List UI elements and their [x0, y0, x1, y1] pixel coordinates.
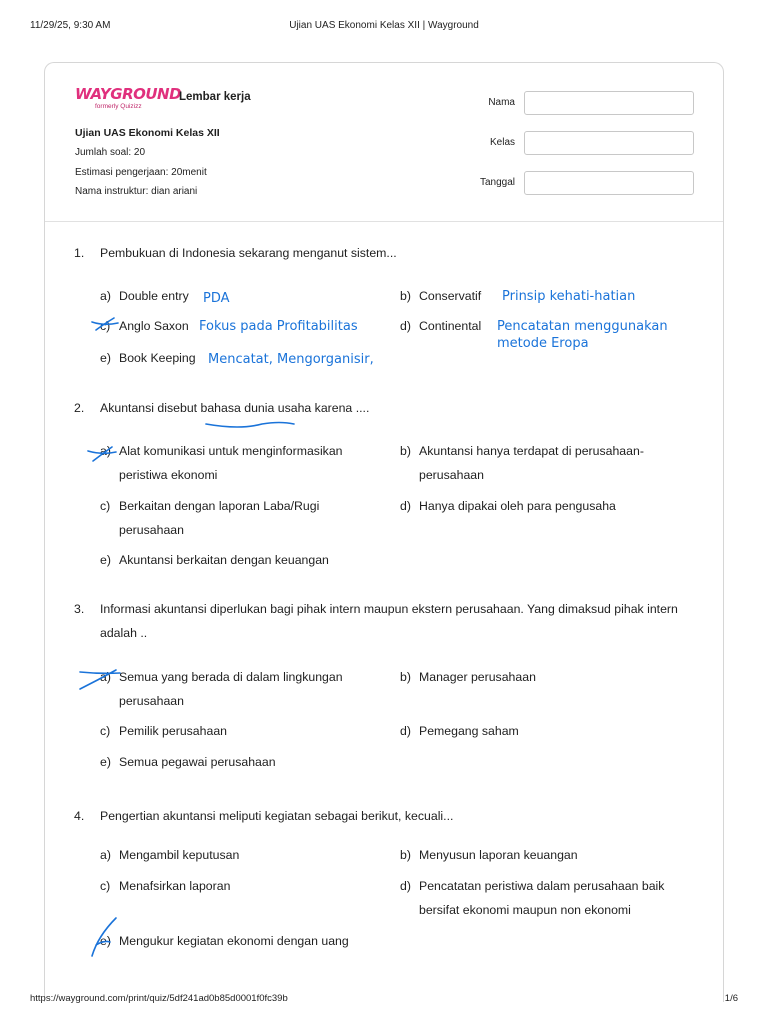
question-number: 1.	[74, 246, 85, 260]
print-header	[0, 20, 768, 34]
class-label: Kelas	[489, 137, 515, 148]
quiz-title: Ujian UAS Ekonomi Kelas XII	[75, 127, 220, 139]
handwritten-note: Fokus pada Profitabilitas	[199, 319, 358, 334]
question-number: 3.	[74, 602, 85, 616]
name-label: Nama	[488, 97, 515, 108]
question-number: 2.	[74, 401, 85, 415]
worksheet-label: Lembar kerja	[179, 91, 251, 103]
question-text: Pembukuan di Indonesia sekarang menganut sistem...	[100, 246, 397, 260]
question-text: Informasi akuntansi diperlukan bagi pihak intern maupun ekstern perusahaan. Yang dimaksud pihak intern adalah ..	[100, 602, 678, 640]
date-field[interactable]	[524, 171, 694, 195]
question-count: Jumlah soal: 20	[75, 147, 146, 158]
question-text: Akuntansi disebut bahasa dunia usaha karena ....	[100, 401, 370, 415]
question-number: 4.	[74, 809, 85, 823]
time-estimate: Estimasi pengerjaan: 20menit	[75, 167, 207, 178]
name-field[interactable]	[524, 91, 694, 115]
handwritten-note: PDA	[203, 291, 230, 306]
wayground-logo	[75, 85, 182, 115]
page-number: 1/6	[724, 993, 738, 1004]
handwritten-note: Mencatat, Mengorganisir,	[208, 352, 374, 367]
class-field[interactable]	[524, 131, 694, 155]
instructor-name: Nama instruktur: dian ariani	[75, 186, 198, 197]
handwritten-note: Pencatatan menggunakan metode Eropa	[497, 319, 668, 351]
question-text: Pengertian akuntansi meliputi kegiatan sebagai berikut, kecuali...	[100, 809, 454, 823]
print-url[interactable]: https://wayground.com/print/quiz/5df241ad0b85d0001f0fc39b	[30, 993, 288, 1004]
brand-subtitle: formerly Quizizz	[95, 103, 142, 110]
date-label: Tanggal	[479, 177, 515, 188]
brand-name: WAYGROUND	[75, 85, 182, 103]
print-datetime: 11/29/25, 9:30 AM	[30, 20, 111, 31]
worksheet-header	[45, 63, 723, 222]
handwritten-note: Prinsip kehati-hatian	[502, 289, 636, 304]
print-title: Ujian UAS Ekonomi Kelas XII | Wayground	[289, 20, 479, 31]
